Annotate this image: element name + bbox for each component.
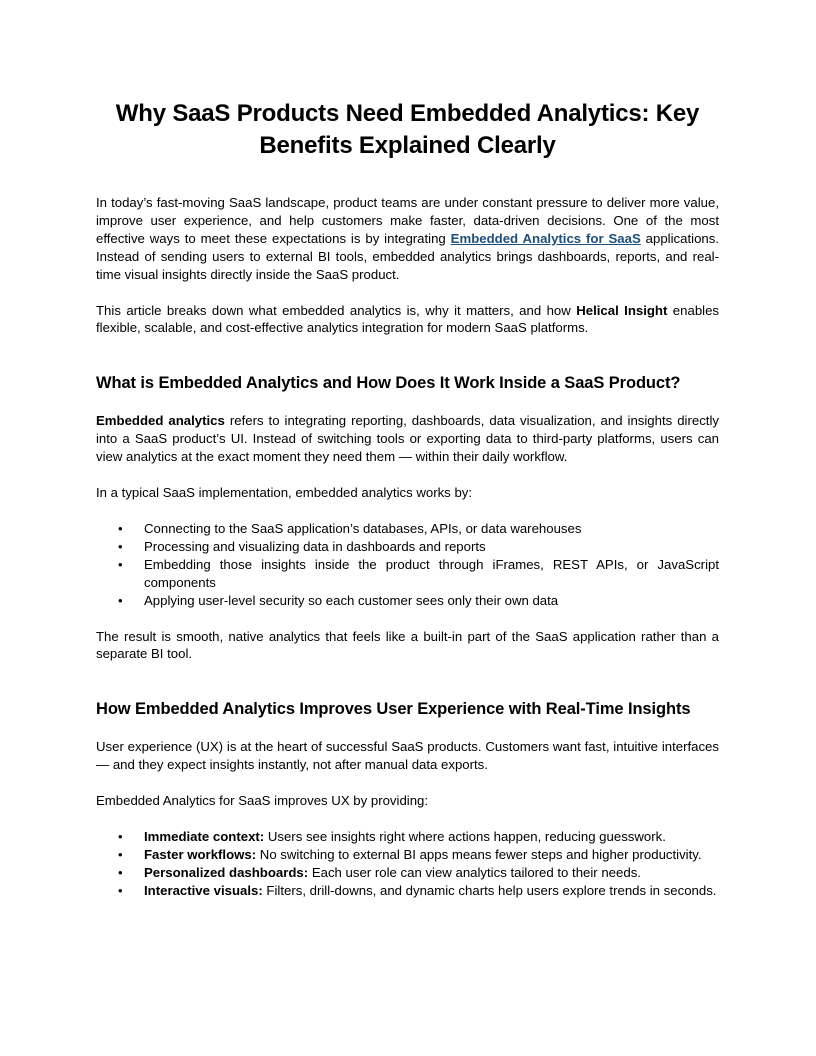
list-item: • Embedding those insights inside the product through iFrames, REST APIs, or JavaScript components [96,556,719,592]
intro-text-end: applications. Instead of sending users to external BI tools, embedded analytics brings dashboards, reports, and real-time visual insights directly inside the SaaS product. [96,230,719,282]
section1-paragraph-2: In a typical SaaS implementation, embedded analytics works by: [96,485,473,501]
bullet-text: No switching to external BI apps means fewer steps and higher productivity. [256,846,702,862]
intro2-text-end: enables flexible, scalable, and cost-effective analytics integration for modern SaaS platforms. [96,302,720,336]
intro-text-start: In today’s fast-moving SaaS landscape, product teams are under constant pressure to deliver more value, improve user experience, and help customers make faster, data-driven decisions. One of the most effective ways to meet these expectations is by integrating [96,195,719,246]
embedded-analytics-link[interactable]: Embedded Analytics for SaaS [450,230,641,246]
section2-heading: How Embedded Analytics Improves User Experience with Real-Time Insights [96,700,691,719]
list-item: • Processing and visualizing data in dashboards and reports [96,538,719,556]
list-item [96,846,719,864]
intro-paragraph-2 [96,302,719,338]
document-body [96,98,719,900]
bullet-label: Personalized dashboards: [144,864,309,880]
intro2-text-start: This article breaks down what embedded analytics is, why it matters, and how [96,302,577,318]
page-title: Why SaaS Products Need Embedded Analytics: Key Benefits Explained Clearly [115,100,700,159]
embedded-analytics-bold: Embedded analytics [96,413,225,429]
section1-paragraph-1 [96,412,719,466]
section1-bullet-list [96,520,719,610]
bullet-label: Immediate context: [144,829,265,845]
section1-heading: What is Embedded Analytics and How Does It Work Inside a SaaS Product? [96,374,681,393]
section2-paragraph-2: Embedded Analytics for SaaS improves UX by providing: [96,793,429,809]
intro-paragraph-1 [96,194,719,284]
bullet-label: Faster workflows: [144,846,257,862]
list-item [96,864,719,882]
helical-insight-bold: Helical Insight [576,302,668,318]
bullet-text: Each user role can view analytics tailored to their needs. [308,864,641,880]
bullet-text: Filters, drill-downs, and dynamic charts help users explore trends in seconds. [262,882,717,898]
bullet-text: Users see insights right where actions happen, reducing guesswork. [264,829,666,845]
list-item [96,828,719,846]
section2-paragraph-1: User experience (UX) is at the heart of successful SaaS products. Customers want fast, intuitive interfaces — and they expect insights instantly, not after manual data exports. [96,739,719,773]
section2-bullet-list [96,828,719,900]
section1-paragraph-3: The result is smooth, native analytics that feels like a built-in part of the SaaS application rather than a separate BI tool. [96,628,719,662]
section1-p1-text: refers to integrating reporting, dashboards, data visualization, and insights directly into a SaaS product’s UI. Instead of switching tools or exporting data to third-party platforms, users can view analytics at the exact moment they need them — within their daily workflow. [96,413,719,465]
bullet-label: Interactive visuals: [144,882,263,898]
list-item: • Applying user-level security so each customer sees only their own data [96,592,719,610]
list-item: • Connecting to the SaaS application’s databases, APIs, or data warehouses [96,520,719,538]
list-item [96,882,719,900]
